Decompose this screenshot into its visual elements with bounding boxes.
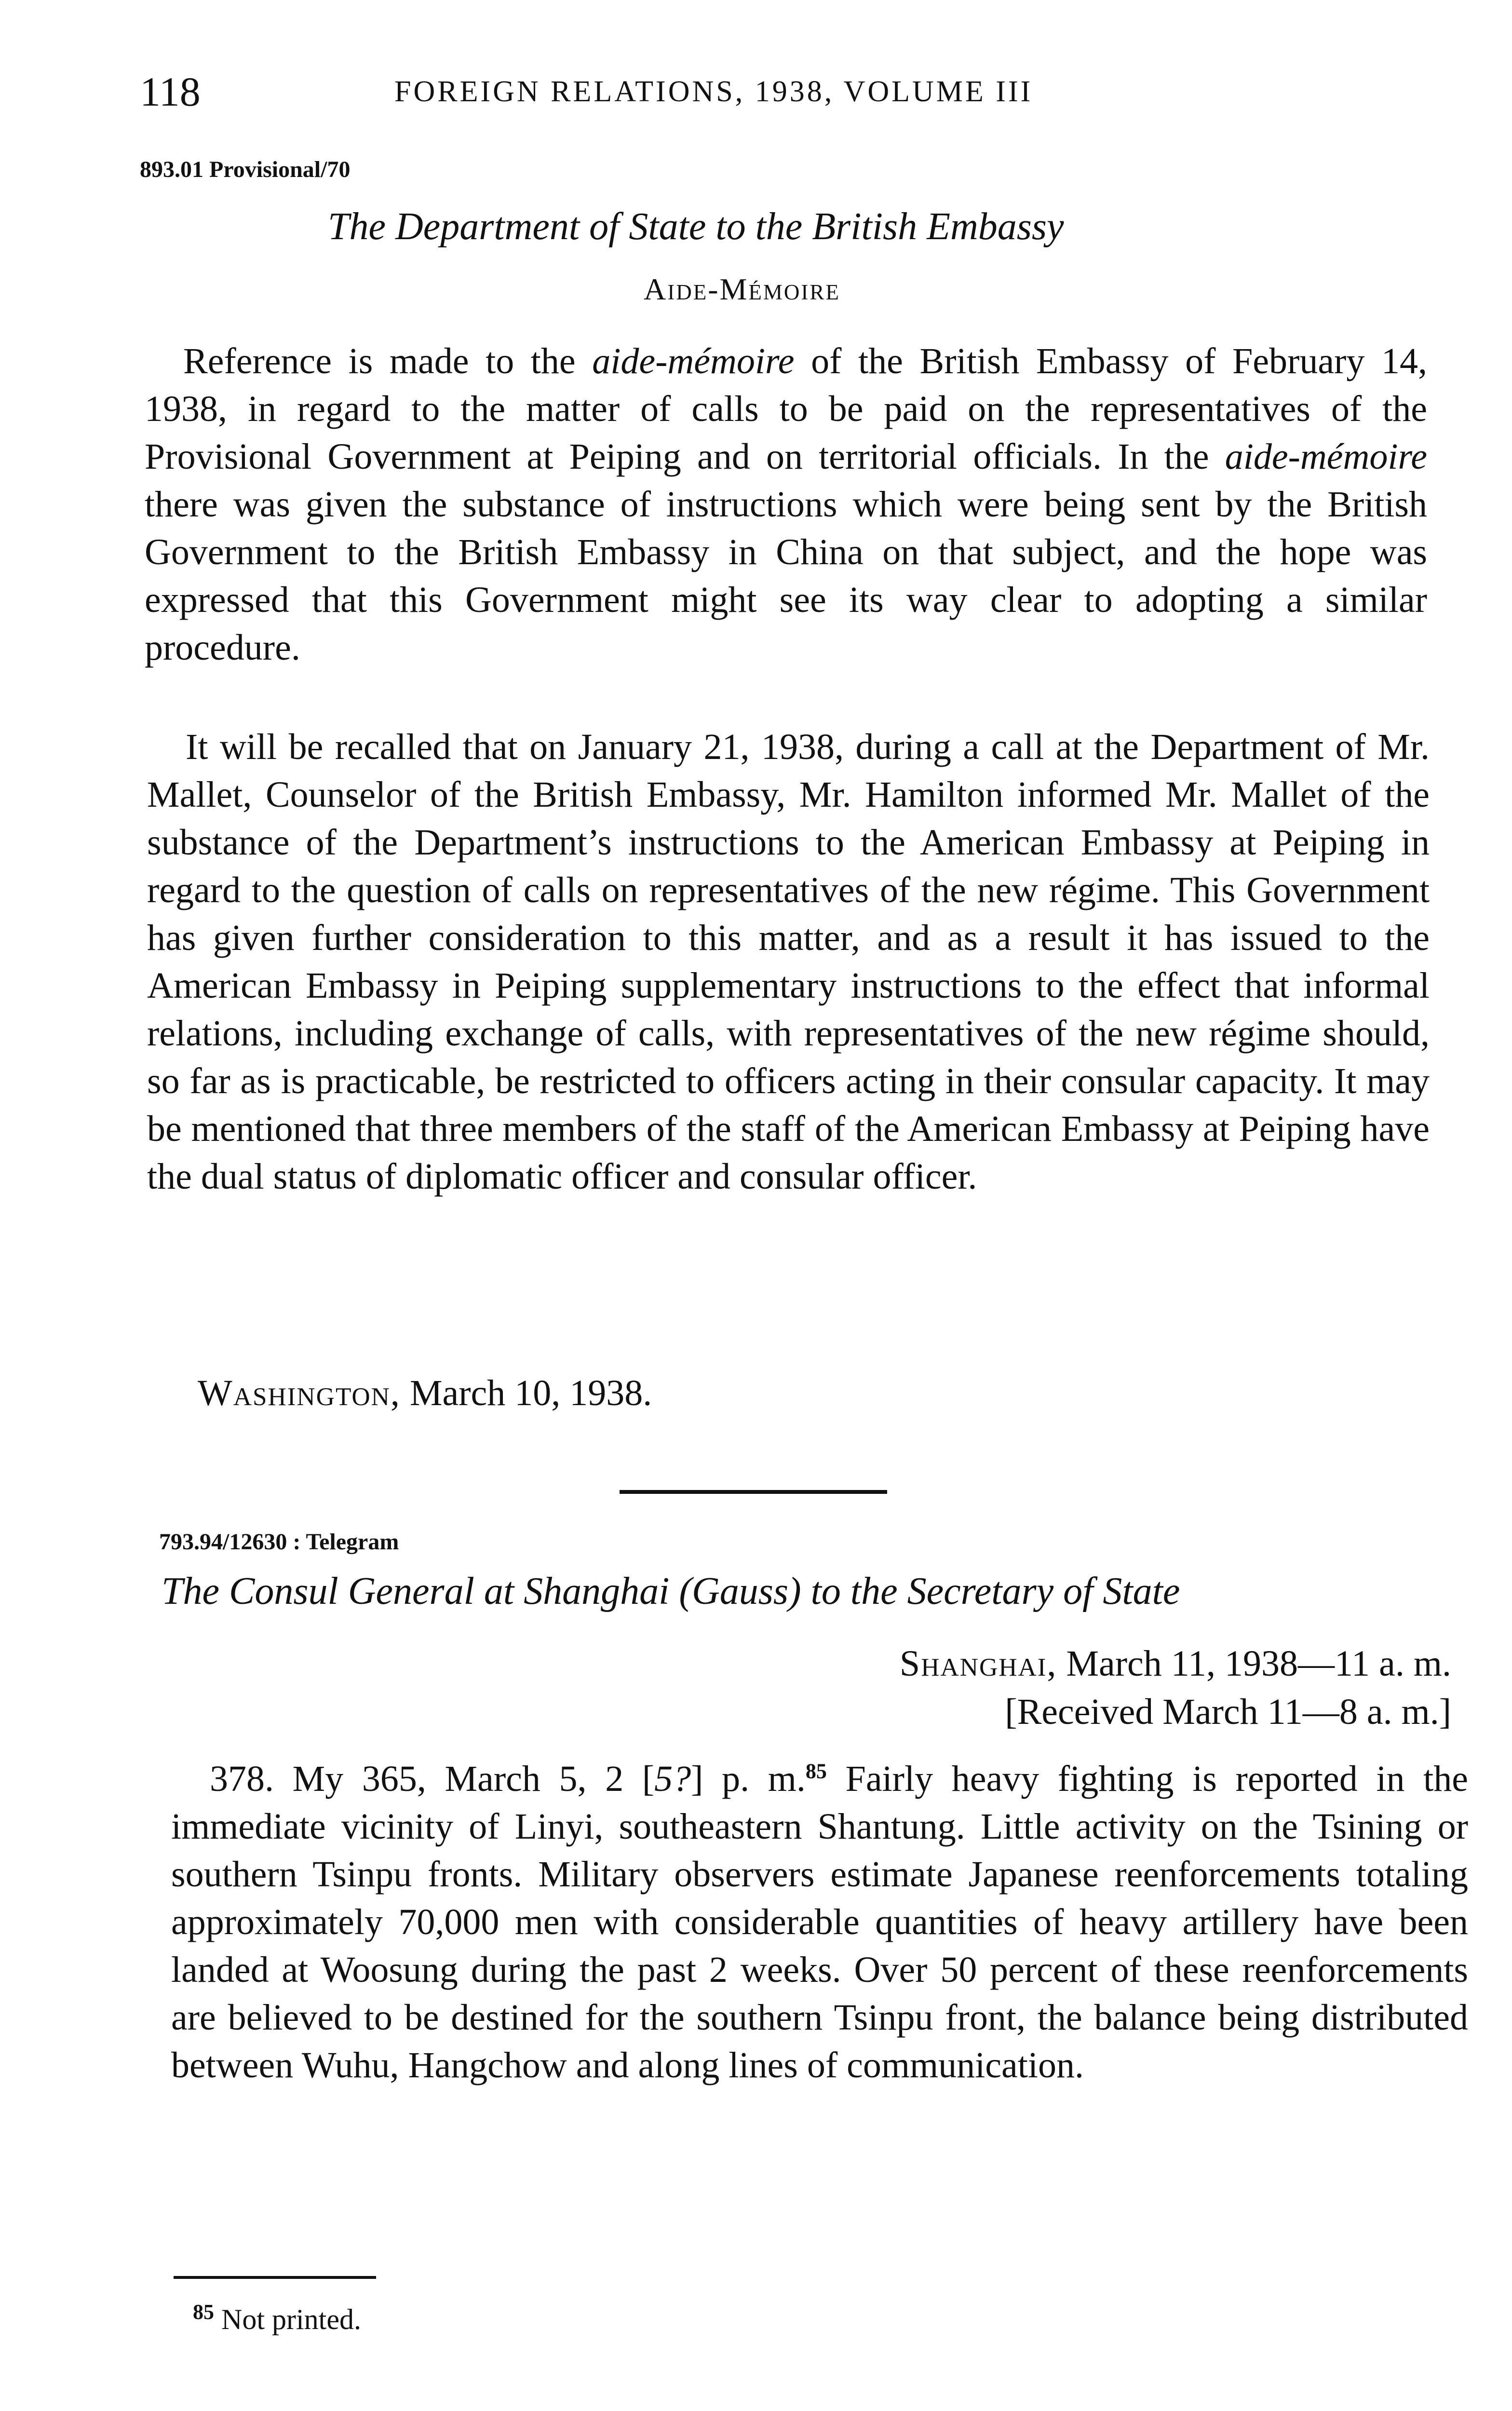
footnote-reference: 85 (805, 1759, 827, 1783)
footnote: $^{85}$ Not printed. (193, 2300, 361, 2335)
doc1-subtitle: Aide-Mémoire (644, 272, 840, 306)
section-divider (620, 1490, 887, 1494)
doc1-paragraph-2: It will be recalled that on January 21, 1938, during a call at the Department of Mr. Mallet, Counselor of the British Embassy, Mr. Hamilton informed Mr. Mallet of the substance of the Department’s instructions to the American Embassy at Peiping in regard to the question of calls on representatives of the new régime. This Government has given further consideration to this matter, and as a result it has issued to the American Embassy in Peiping supplementary instructions to the effect that informal relations, including exchange of calls, with representatives of the new régime should, so far as is practicable, be restricted to officers acting in their consular capacity. It may be mentioned that three members of the staff of the American Embassy at Peiping have the dual status of diplomatic officer and consular officer. (147, 727, 1430, 1197)
doc1-file-reference: 893.01 Provisional/70 (140, 157, 351, 182)
doc1-dateline: Washington, March 10, 1938. (198, 1373, 652, 1413)
footnote-divider (174, 2276, 376, 2279)
footnote-number: 85 (193, 2300, 214, 2324)
running-title: FOREIGN RELATIONS, 1938, VOLUME III (394, 75, 1033, 108)
doc2-sent-line: Shanghai, March 11, 1938—11 a. m. (899, 1643, 1451, 1684)
doc2-file-reference: 793.94/12630 : Telegram (159, 1529, 399, 1555)
doc1-paragraph-1: Reference is made to the aide-mémoire of the British Embassy of February 14, 1938, in regard to the matter of calls to be paid on the representatives of the Provisional Government at Peiping and on territorial officials. In the aide-mémoire there was given the substance of instructions which were being sent by the British Government to the British Embassy in China on that subject, and the hope was expressed that this Government might see its way clear to adopting a similar procedure. (145, 341, 1427, 668)
doc1-title: The Department of State to the British Embassy (328, 205, 1064, 248)
page-number: 118 (140, 68, 201, 115)
doc2-received-line: [Received March 11—8 a. m.] (1005, 1692, 1451, 1732)
doc2-title: The Consul General at Shanghai (Gauss) to the Secretary of State (162, 1570, 1180, 1612)
doc2-telegram-body: 378. My 365, March 5, 2 [5?] p. m.$^{85}$ Fairly heavy fighting is reported in the immediate vicinity of Linyi, southeastern Shantung. Little activity on the Tsining or southern Tsinpu fronts. Military observers estimate Japanese reenforcements totaling approximately 70,000 men with considerable quantities of heavy artillery have been landed at Woosung during the past 2 weeks. Over 50 percent of these reenforcements are believed to be destined for the southern Tsinpu front, the balance being distributed between Wuhu, Hangchow and along lines of communication. (171, 1759, 1468, 2086)
